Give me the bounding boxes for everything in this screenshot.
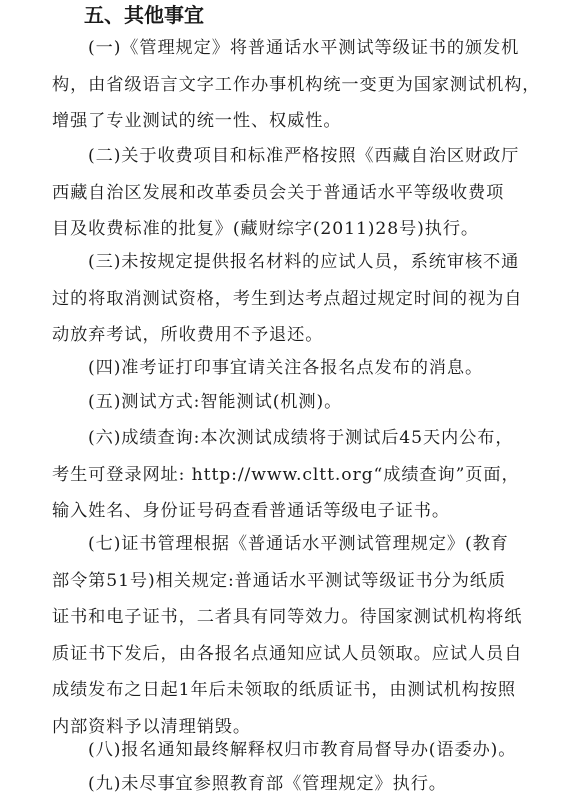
paragraph-line: 考生可登录网址: http://www.cltt.org“成绩查询”页面， <box>52 464 520 485</box>
paragraph-line: (八)报名通知最终解释权归市教育局督导办(语委办)。 <box>88 740 517 760</box>
paragraph-line: (五)测试方式:智能测试(机测)。 <box>88 392 343 412</box>
paragraph-9 <box>52 766 532 803</box>
paragraph-2 <box>52 138 532 248</box>
paragraph-line: 部令第51号)相关规定:普通话水平测试等级证书分为纸质 <box>52 570 506 591</box>
paragraph-8 <box>52 732 532 769</box>
paragraph-line: 成绩发布之日起1年后未领取的纸质证书，由测试机构按照 <box>52 680 517 700</box>
paragraph-line: (三)未按规定提供报名材料的应试人员，系统审核不通 <box>88 252 520 272</box>
paragraph-line: 动放弃考试，所收费用不予退还。 <box>52 325 324 345</box>
paragraph-line: 过的将取消测试资格，考生到达考点超过规定时间的视为自 <box>52 288 523 309</box>
paragraph-line: 内部资料予以清理销毁。 <box>52 716 251 737</box>
paragraph-line: (四)准考证打印事宜请关注各报名点发布的消息。 <box>88 358 484 378</box>
paragraph-line: 质证书下发后，由各报名点通知应试人员领取。应试人员自 <box>52 643 523 664</box>
paragraph-line: 输入姓名、身份证号码查看普通话等级电子证书。 <box>52 501 450 521</box>
paragraph-line: (一)《管理规定》将普通话水平测试等级证书的颁发机 <box>88 38 520 58</box>
paragraph-line: 构，由省级语言文字工作办事机构统一变更为国家测试机构， <box>52 74 541 95</box>
paragraph-line: 西藏自治区发展和改革委员会关于普通话水平等级收费项 <box>52 182 505 203</box>
paragraph-6 <box>52 420 532 530</box>
paragraph-line: (二)关于收费项目和标准严格按照《西藏自治区财政厅 <box>88 146 520 166</box>
paragraph-line: 目及收费标准的批复》(藏财综字(2011)28号)执行。 <box>52 219 480 239</box>
paragraph-7 <box>52 526 532 745</box>
paragraph-line: (九)未尽事宜参照教育部《管理规定》执行。 <box>88 774 447 794</box>
paragraph-line: (七)证书管理根据《普通话水平测试管理规定》(教育 <box>88 534 509 554</box>
paragraph-3 <box>52 244 532 354</box>
section-heading: 五、其他事宜 <box>84 3 204 27</box>
paragraph-line: (六)成绩查询:本次测试成绩将于测试后45天内公布， <box>88 428 514 448</box>
paragraph-line: 证书和电子证书，二者具有同等效力。待国家测试机构将纸 <box>52 607 523 627</box>
paragraph-4 <box>52 350 532 387</box>
paragraph-line: 增强了专业测试的统一性、权威性。 <box>52 111 342 131</box>
paragraph-5 <box>52 384 532 421</box>
paragraph-1 <box>52 30 541 140</box>
